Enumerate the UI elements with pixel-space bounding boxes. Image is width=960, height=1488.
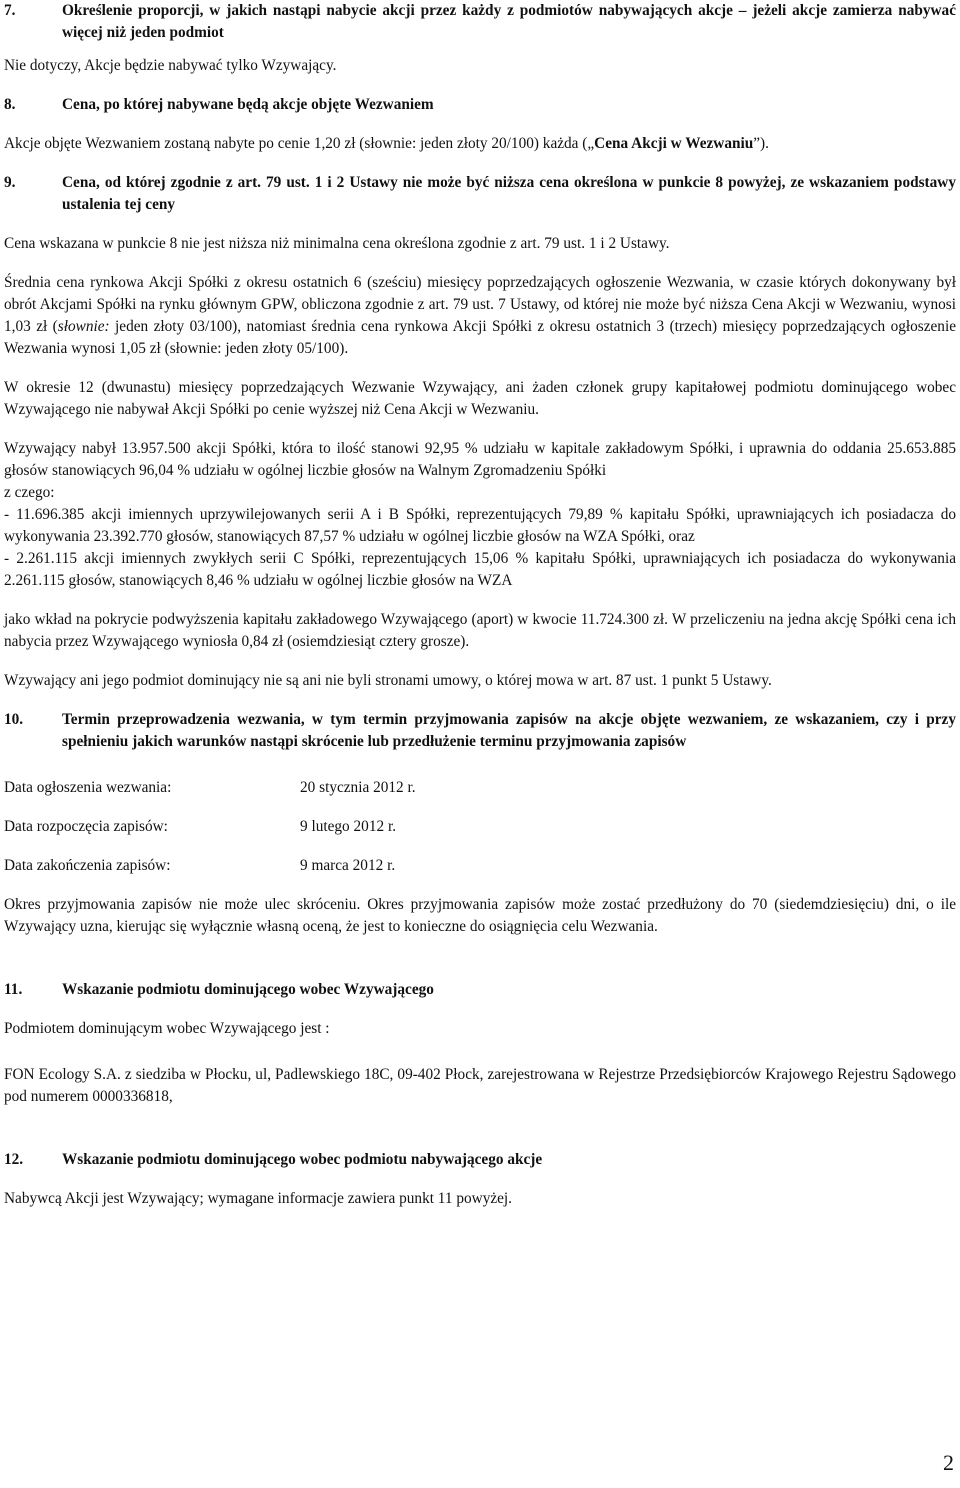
date-row [4, 855, 956, 877]
text-run: Średnia cena rynkowa Akcji Spółki z okresu ostatnich 6 (sześciu) miesięcy poprzedzających ogłoszenie Wezwania, w czasie których dokonywany był obrót Akcjami Spółki na rynku głównym GPW, obliczona zgodnie z art. 79 ust. 7 Ustawy, od której nie może być niższa Cena Akcji w Wezwaniu, wynosi 1,03 zł ( [4, 274, 956, 335]
date-label: Data rozpoczęcia zapisów: [4, 818, 168, 835]
section-number: 12. [4, 1151, 24, 1168]
price-text-end: ”). [753, 135, 769, 152]
paragraph: Cena wskazana w punkcie 8 nie jest niższa niż minimalna cena określona zgodnie z art. 79 ust. 1 i 2 Ustawy. [4, 235, 670, 252]
paragraph: Okres przyjmowania zapisów nie może ulec skróceniu. Okres przyjmowania zapisów może zostać przedłużony do 70 (siedemdziesięciu) dni, o ile Wzywający uzna, kierując się wyłącznie własną oceną, że jest to konieczne do osiągnięcia celu Wezwania. [4, 896, 956, 935]
text-run: jeden złoty 03/100), natomiast średnia cena rynkowa Akcji Spółki z okresu ostatnich 3 (trzech) miesięcy poprzedzających ogłoszenie Wezwania wynosi 1,05 zł (słownie: jeden złoty 05/100). [4, 318, 956, 357]
section-title: Wskazanie podmiotu dominującego wobec Wzywającego [62, 981, 434, 998]
paragraph [4, 272, 956, 360]
date-label: Data ogłoszenia wezwania: [4, 779, 172, 796]
text-run-italic: słownie: [57, 318, 110, 335]
dates-list [4, 777, 956, 877]
date-row [4, 816, 956, 838]
date-value: 20 stycznia 2012 r. [300, 779, 416, 796]
date-row [4, 777, 956, 799]
list-item: - 2.261.115 akcji imiennych zwykłych serii C Spółki, reprezentujących 15,06 % kapitału Spółki, uprawniających ich posiadacza do wykonywania 2.261.115 głosów, stanowiących 8,46 % udziału w ogólnej liczbie głosów na WZA [4, 550, 956, 589]
section-number: 8. [4, 96, 16, 113]
paragraph: W okresie 12 (dwunastu) miesięcy poprzedzających Wezwanie Wzywający, ani żaden członek grupy kapitałowej podmiotu dominującego wobec Wzywającego nie nabywał Akcji Spółki po cenie wyższej niż Cena Akcji w Wezwaniu. [4, 379, 956, 418]
document-page [4, 0, 956, 1210]
section-number: 9. [4, 174, 16, 191]
page-number: 2 [943, 1450, 954, 1475]
section-number: 11. [4, 981, 23, 998]
section-8-text [4, 133, 956, 155]
section-title: Wskazanie podmiotu dominującego wobec podmiotu nabywającego akcje [62, 1151, 543, 1168]
date-value: 9 marca 2012 r. [300, 857, 396, 874]
paragraph: Nabywcą Akcji jest Wzywający; wymagane informacje zawiera punkt 11 powyżej. [4, 1190, 513, 1207]
section-title: Określenie proporcji, w jakich nastąpi nabycie akcji przez każdy z podmiotów nabywających akcje – jeżeli akcje zamierza nabywać więcej niż jeden podmiot [62, 2, 956, 41]
paragraph: Wzywający nabył 13.957.500 akcji Spółki, która to ilość stanowi 92,95 % udziału w kapitale zakładowym Spółki, i uprawnia do oddania 25.653.885 głosów stanowiących 96,04 % udziału w ogólnej liczbie głosów na Walnym Zgromadzeniu Spółki [4, 440, 956, 479]
section-title: Cena, po której nabywane będą akcje objęte Wezwaniem [62, 96, 434, 113]
list-item: - 11.696.385 akcji imiennych uprzywilejowanych serii A i B Spółki, reprezentujących 79,89 % kapitału Spółki, uprawniających ich posiadacza do wykonywania 23.392.770 głosów, stanowiących 87,57 % udziału w ogólnej liczbie głosów na WZA Spółki, oraz [4, 506, 956, 545]
section-8-heading [4, 94, 956, 116]
date-label: Data zakończenia zapisów: [4, 857, 171, 874]
paragraph: Wzywający ani jego podmiot dominujący nie są ani nie byli stronami umowy, o której mowa w art. 87 ust. 1 punkt 5 Ustawy. [4, 672, 772, 689]
defined-term: Cena Akcji w Wezwaniu [594, 135, 754, 152]
section-number: 7. [4, 2, 16, 19]
section-9-heading [4, 172, 956, 216]
paragraph: Podmiotem dominującym wobec Wzywającego jest : [4, 1020, 330, 1037]
paragraph: FON Ecology S.A. z siedziba w Płocku, ul, Padlewskiego 18C, 09-402 Płock, zarejestrowana w Rejestrze Przedsiębiorców Krajowego Rejestru Sądowego pod numerem 0000336818, [4, 1066, 956, 1105]
section-12-heading [4, 1149, 956, 1171]
section-number: 10. [4, 711, 24, 728]
section-10-heading [4, 709, 956, 753]
section-title: Termin przeprowadzenia wezwania, w tym termin przyjmowania zapisów na akcje objęte wezwaniem, ze wskazaniem, czy i przy spełnieniu jakich warunków nastąpi skrócenie lub przedłużenie terminu przyjmowania zapisów [62, 711, 956, 750]
price-text: Akcje objęte Wezwaniem zostaną nabyte po cenie 1,20 zł (słownie: jeden złoty 20/100) każda („ [4, 135, 595, 152]
paragraph: jako wkład na pokrycie podwyższenia kapitału zakładowego Wzywającego (aport) w kwocie 11.724.300 zł. W przeliczeniu na jedna akcję Spółki cena ich nabycia przez Wzywającego wyniosła 0,84 zł (osiemdziesiąt cztery grosze). [4, 611, 956, 650]
paragraph: z czego: [4, 484, 55, 501]
section-title: Cena, od której zgodnie z art. 79 ust. 1 i 2 Ustawy nie może być niższa cena określona w punkcie 8 powyżej, ze wskazaniem podstawy ustalenia tej ceny [62, 174, 956, 213]
section-7-text: Nie dotyczy, Akcje będzie nabywać tylko Wzywający. [4, 57, 337, 74]
section-7-heading [4, 0, 956, 44]
date-value: 9 lutego 2012 r. [300, 818, 397, 835]
section-11-heading [4, 979, 956, 1001]
